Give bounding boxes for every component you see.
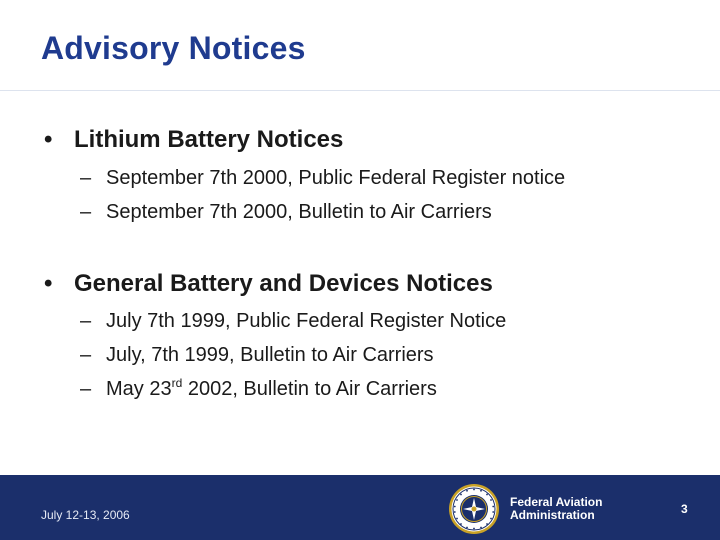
bullet-heading-text: Lithium Battery Notices: [74, 126, 344, 153]
sub-bullet-item: [80, 310, 506, 333]
faa-seal-icon: [448, 483, 500, 535]
footer-bar: [0, 475, 720, 540]
sub-bullet-text: September 7th 2000, Bulletin to Air Carriers: [106, 201, 492, 223]
dash-symbol: –: [80, 344, 92, 366]
sub-bullet-item: [80, 378, 437, 401]
dash-symbol: –: [80, 167, 92, 189]
slide-title: Advisory Notices: [41, 30, 306, 66]
dash-symbol: –: [80, 378, 92, 400]
sub-bullet-text: September 7th 2000, Public Federal Register notice: [106, 167, 566, 189]
agency-name: [510, 496, 602, 522]
bullet-symbol: •: [44, 270, 53, 297]
sub-bullet-item: [80, 167, 565, 190]
bullet-heading-text: General Battery and Devices Notices: [74, 270, 493, 297]
sub-bullet-item: [80, 344, 434, 367]
footer-date: July 12-13, 2006: [41, 508, 130, 522]
page-number: 3: [681, 502, 688, 516]
bullet-symbol: •: [44, 126, 53, 153]
sub-bullet-item: [80, 201, 492, 224]
sub-bullet-text: July 7th 1999, Public Federal Register Notice: [106, 310, 507, 332]
bullet-lithium-heading: [44, 126, 343, 154]
sub-bullet-text-suffix: 2002, Bulletin to Air Carriers: [182, 378, 437, 400]
ordinal-superscript: rd: [171, 376, 183, 390]
title-divider: [0, 90, 720, 91]
bullet-general-heading: [44, 270, 493, 298]
dash-symbol: –: [80, 201, 92, 223]
sub-bullet-text-prefix: May 23: [106, 378, 172, 400]
sub-bullet-text: July, 7th 1999, Bulletin to Air Carriers: [106, 344, 434, 366]
agency-name-line1: Federal Aviation: [510, 495, 603, 509]
agency-name-line2: Administration: [510, 508, 595, 522]
dash-symbol: –: [80, 310, 92, 332]
